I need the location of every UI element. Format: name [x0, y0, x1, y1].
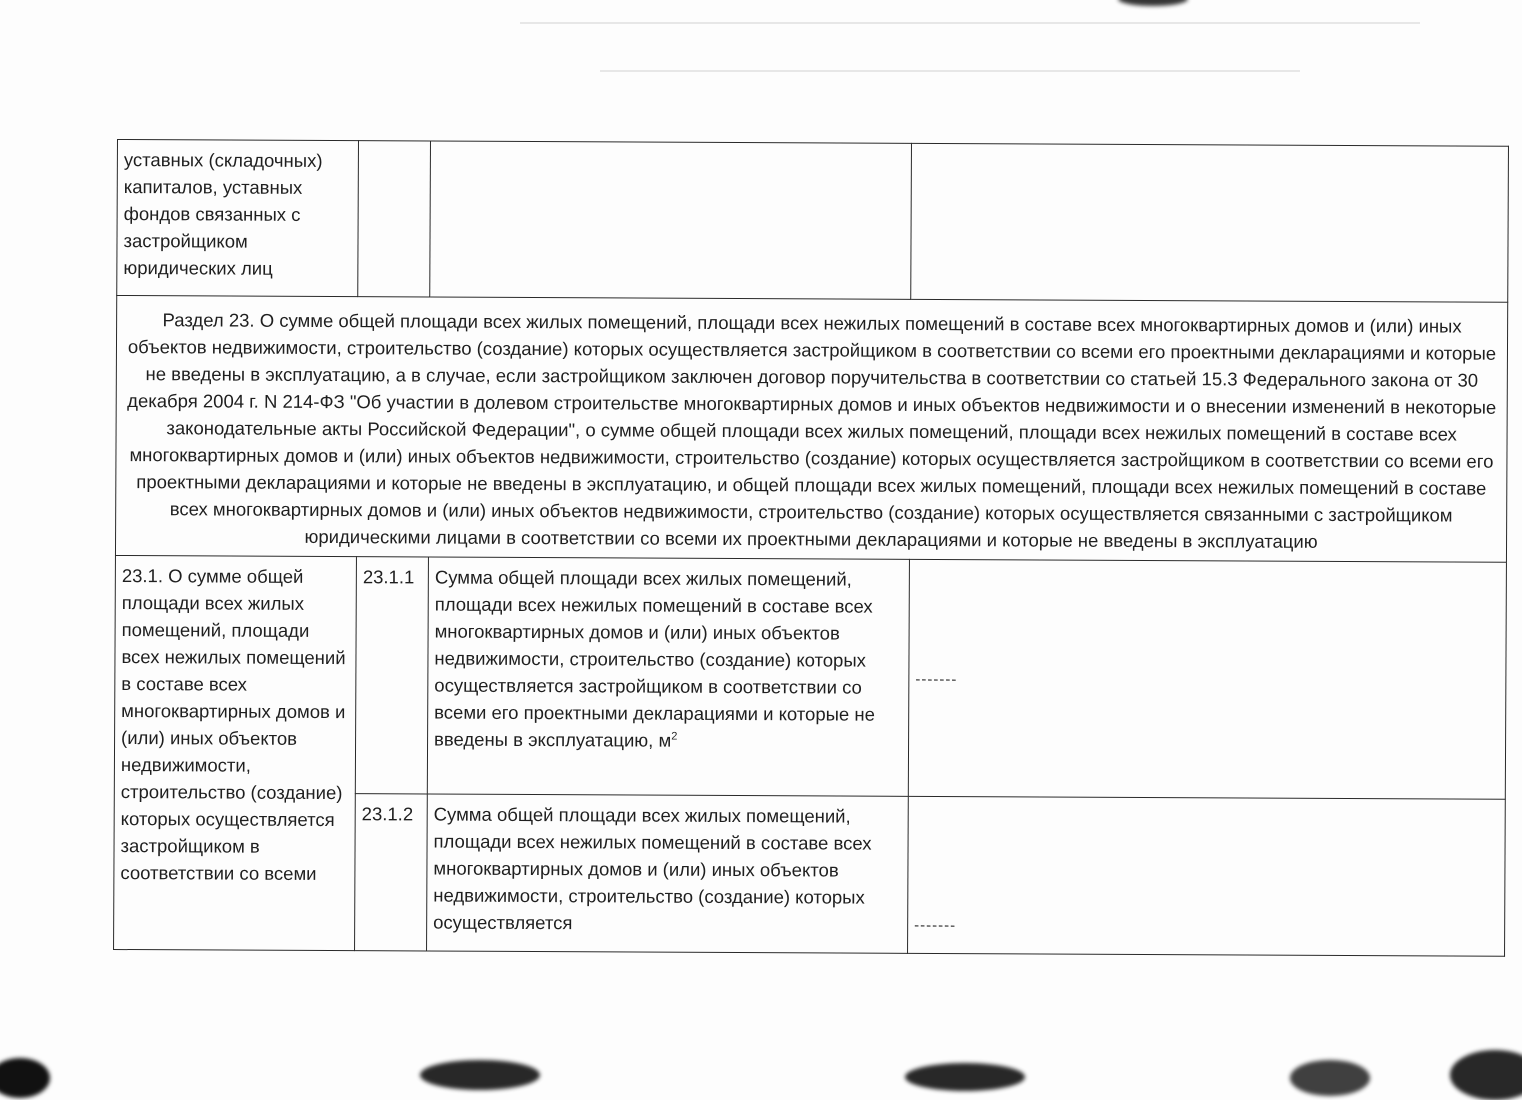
section-title: Раздел 23. О сумме общей площади всех жилых помещений, площади всех нежилых помещений в составе всех многоквартирных домов и (или) иных объектов недвижимости, строительство (создание) которых осуществляется застройщиком в соответствии со всеми его проектными декларациями и которые не введены в эксплуатацию, а в случае, если застройщиком заключен договор поручительства в соответствии со статьей 15.3 Федерального закона от 30 декабря 2004 г. N 214-ФЗ "Об участии в долевом строительстве многоквартирных домов и иных объектов недвижимости и о внесении изменений в некоторые законодательные акты Российской Федерации", о сумме общей площади всех жилых помещений, площади всех нежилых помещений в составе всех многоквартирных домов и (или) иных объектов недвижимости, строительство (создание) которых осуществляется застройщиком в соответствии со всеми его проектными декларациями и которые не введены в эксплуатацию, и общей площади всех жилых помещений, площади всех нежилых помещений в составе всех многоквартирных домов и (или) иных объектов недвижимости, строительство (создание) которых осуществляется связанными с застройщиком юридическими лицами в соответствии со всеми их проектными декларациями и которые не введены в эксплуатацию: [127, 309, 1497, 552]
scan-smudge: [1450, 1050, 1522, 1100]
subsection-heading: 23.1. О сумме общей площади всех жилых помещений, площади всех нежилых помещений в составе всех многоквартирных домов и (или) иных объектов недвижимости, строительство (создание) которых осуществляется застройщиком в соответствии со всеми: [120, 565, 346, 884]
item-number: 23.1.1: [362, 566, 415, 588]
item-description-cell: [427, 794, 909, 953]
scan-smudge: [1290, 1060, 1370, 1096]
row-heading-cell: [117, 140, 359, 297]
row-heading: уставных (складочных) капиталов, уставных фондов связанных с застройщиком юридических лиц: [123, 149, 323, 279]
scan-smudge: [0, 1058, 50, 1098]
item-number-cell: [355, 794, 428, 951]
empty-cell: [430, 141, 912, 299]
scan-smudge: [905, 1063, 1025, 1091]
item-number-cell: [355, 557, 428, 794]
scan-smudge: [420, 1060, 540, 1090]
item-description-cell: [427, 557, 909, 796]
disclosure-table: [113, 139, 1509, 957]
table-row: [117, 140, 1509, 303]
table-row: [114, 555, 1506, 799]
unit-superscript: 2: [671, 730, 678, 743]
section-title-cell: [115, 296, 1507, 563]
scan-artifact: [600, 70, 1300, 72]
item-value-cell: [908, 796, 1506, 956]
section-row: [115, 296, 1507, 563]
item-description: Сумма общей площади всех жилых помещений, площади всех нежилых помещений в составе всех многоквартирных домов и (или) иных объектов недвижимости, строительство (создание) которых осуществляется застройщиком в соответствии со всеми его проектными декларациями и которые не введены в эксплуатацию, м: [434, 566, 875, 751]
item-value: -------: [915, 670, 958, 688]
empty-cell: [911, 143, 1509, 302]
item-value: -------: [914, 916, 957, 935]
subsection-heading-cell: [114, 555, 357, 950]
scan-artifact: [520, 22, 1420, 24]
empty-cell: [358, 141, 431, 297]
item-number: 23.1.2: [361, 803, 414, 825]
item-description: Сумма общей площади всех жилых помещений, площади всех нежилых помещений в составе всех многоквартирных домов и (или) иных объектов недвижимости, строительство (создание) которых осуществляется: [433, 803, 872, 934]
scan-smudge: [1118, 0, 1188, 6]
item-value-cell: [908, 559, 1506, 799]
